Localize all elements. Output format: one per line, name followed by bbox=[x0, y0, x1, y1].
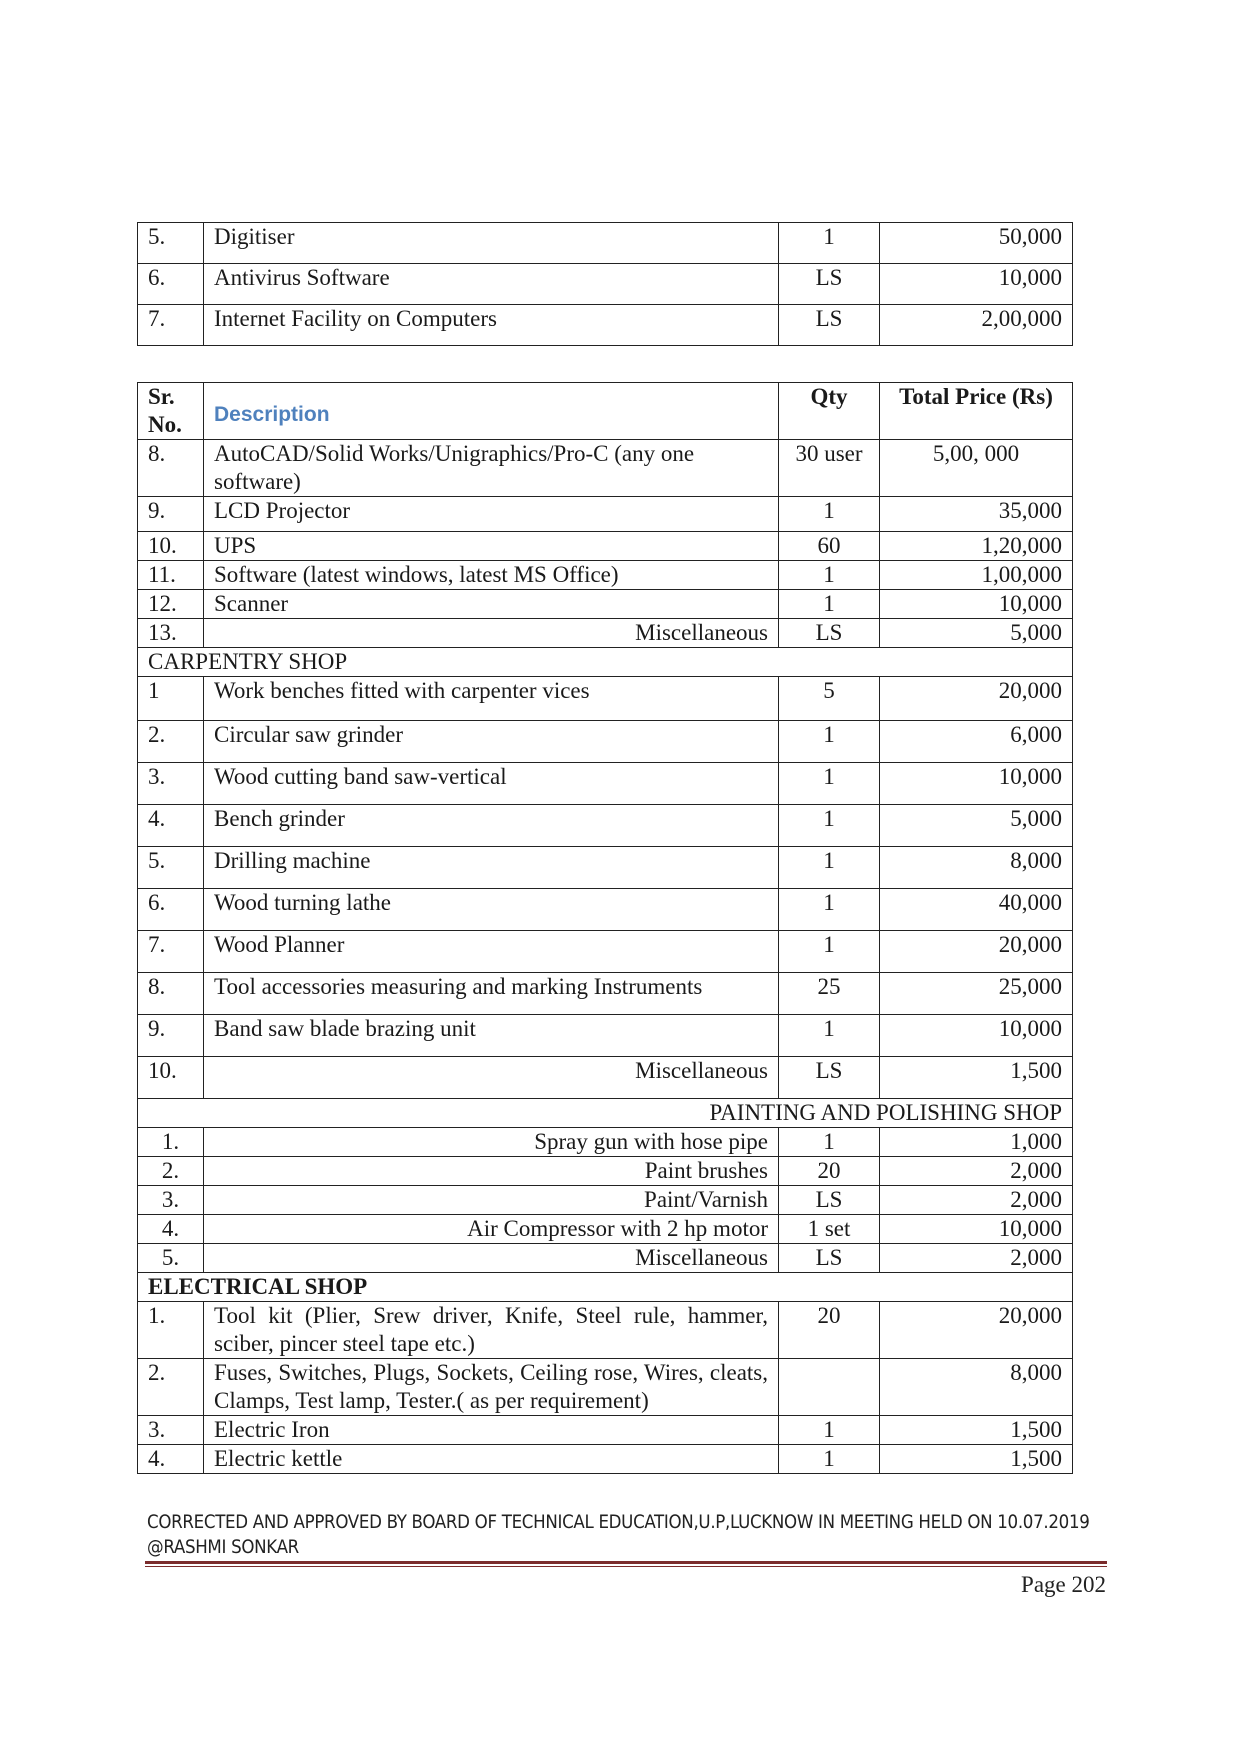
section-title-painting: PAINTING AND POLISHING SHOP bbox=[138, 1099, 1073, 1128]
sr-cell: 5. bbox=[138, 223, 204, 264]
price-cell: 1,00,000 bbox=[880, 561, 1073, 590]
price-cell: 1,500 bbox=[880, 1057, 1073, 1099]
table-row bbox=[138, 561, 1073, 590]
section-title-electrical: ELECTRICAL SHOP bbox=[138, 1273, 1073, 1302]
table-row bbox=[138, 1186, 1073, 1215]
table-row bbox=[138, 1359, 1073, 1416]
price-cell: 1,20,000 bbox=[880, 532, 1073, 561]
table-row bbox=[138, 1015, 1073, 1057]
qty-cell: 1 bbox=[779, 1015, 880, 1057]
description-cell: Drilling machine bbox=[204, 847, 779, 889]
description-cell: AutoCAD/Solid Works/Unigraphics/Pro-C (any one software) bbox=[204, 440, 779, 497]
price-cell: 2,000 bbox=[880, 1157, 1073, 1186]
table-row bbox=[138, 973, 1073, 1015]
qty-cell: LS bbox=[779, 305, 880, 346]
sr-cell: 8. bbox=[138, 440, 204, 497]
sr-cell: 4. bbox=[138, 1445, 204, 1474]
page-number: Page 202 bbox=[1021, 1572, 1106, 1597]
description-cell: Work benches fitted with carpenter vices bbox=[204, 677, 779, 721]
sr-cell: 4. bbox=[138, 1215, 204, 1244]
price-cell: 20,000 bbox=[880, 931, 1073, 973]
sr-cell: 11. bbox=[138, 561, 204, 590]
section-row bbox=[138, 648, 1073, 677]
description-cell: Wood Planner bbox=[204, 931, 779, 973]
section-row bbox=[138, 1099, 1073, 1128]
price-cell: 5,000 bbox=[880, 619, 1073, 648]
sr-cell: 1 bbox=[138, 677, 204, 721]
qty-cell: 60 bbox=[779, 532, 880, 561]
price-cell: 35,000 bbox=[880, 497, 1073, 532]
qty-cell: 1 bbox=[779, 497, 880, 532]
price-cell: 2,00,000 bbox=[880, 305, 1073, 346]
sr-cell: 12. bbox=[138, 590, 204, 619]
sr-cell: 9. bbox=[138, 1015, 204, 1057]
price-cell: 10,000 bbox=[880, 1015, 1073, 1057]
price-cell: 1,500 bbox=[880, 1445, 1073, 1474]
qty-cell: 1 bbox=[779, 805, 880, 847]
qty-cell: 25 bbox=[779, 973, 880, 1015]
price-cell: 50,000 bbox=[880, 223, 1073, 264]
description-cell: Tool kit (Plier, Srew driver, Knife, Steel rule, hammer, sciber, pincer steel tape etc.) bbox=[204, 1302, 779, 1359]
sr-cell: 5. bbox=[138, 1244, 204, 1273]
sr-cell: 7. bbox=[138, 931, 204, 973]
table-row bbox=[138, 440, 1073, 497]
sr-cell: 2. bbox=[138, 1359, 204, 1416]
qty-cell: LS bbox=[779, 1186, 880, 1215]
qty-cell: 1 bbox=[779, 889, 880, 931]
table-header-row bbox=[138, 383, 1073, 440]
description-cell: Paint brushes bbox=[204, 1157, 779, 1186]
qty-cell: 1 bbox=[779, 590, 880, 619]
qty-cell: 1 bbox=[779, 721, 880, 763]
price-cell: 1,000 bbox=[880, 1128, 1073, 1157]
price-cell: 10,000 bbox=[880, 763, 1073, 805]
table-row bbox=[138, 1057, 1073, 1099]
table-row bbox=[138, 264, 1073, 305]
description-cell: Internet Facility on Computers bbox=[204, 305, 779, 346]
description-cell: Band saw blade brazing unit bbox=[204, 1015, 779, 1057]
qty-cell: 30 user bbox=[779, 440, 880, 497]
sr-cell: 7. bbox=[138, 305, 204, 346]
sr-cell: 2. bbox=[138, 1157, 204, 1186]
table-row bbox=[138, 497, 1073, 532]
qty-cell: 1 bbox=[779, 561, 880, 590]
table-row bbox=[138, 1215, 1073, 1244]
table-row bbox=[138, 763, 1073, 805]
price-cell: 25,000 bbox=[880, 973, 1073, 1015]
table-row bbox=[138, 1244, 1073, 1273]
sr-cell: 9. bbox=[138, 497, 204, 532]
qty-cell: LS bbox=[779, 264, 880, 305]
sr-cell: 3. bbox=[138, 1416, 204, 1445]
description-cell: Scanner bbox=[204, 590, 779, 619]
qty-cell: 1 bbox=[779, 1445, 880, 1474]
qty-cell: 1 bbox=[779, 1128, 880, 1157]
sr-cell: 1. bbox=[138, 1302, 204, 1359]
table-row bbox=[138, 677, 1073, 721]
table-row bbox=[138, 847, 1073, 889]
qty-cell bbox=[779, 1359, 880, 1416]
description-cell: Miscellaneous bbox=[204, 1057, 779, 1099]
price-cell: 5,000 bbox=[880, 805, 1073, 847]
table-row bbox=[138, 1157, 1073, 1186]
table-row bbox=[138, 721, 1073, 763]
description-cell: UPS bbox=[204, 532, 779, 561]
qty-cell: 1 bbox=[779, 931, 880, 973]
table-row bbox=[138, 1302, 1073, 1359]
price-cell: 8,000 bbox=[880, 847, 1073, 889]
description-cell: Wood cutting band saw-vertical bbox=[204, 763, 779, 805]
price-cell: 2,000 bbox=[880, 1186, 1073, 1215]
section-row bbox=[138, 1273, 1073, 1302]
qty-cell: 1 bbox=[779, 223, 880, 264]
table-row bbox=[138, 1128, 1073, 1157]
price-cell: 40,000 bbox=[880, 889, 1073, 931]
qty-cell: LS bbox=[779, 1057, 880, 1099]
qty-cell: 1 bbox=[779, 1416, 880, 1445]
table-row bbox=[138, 619, 1073, 648]
price-cell: 20,000 bbox=[880, 1302, 1073, 1359]
table-row bbox=[138, 1445, 1073, 1474]
sr-cell: 2. bbox=[138, 721, 204, 763]
description-cell: Miscellaneous bbox=[204, 1244, 779, 1273]
qty-cell: 20 bbox=[779, 1157, 880, 1186]
table-row bbox=[138, 889, 1073, 931]
footer-divider-thin bbox=[145, 1566, 1107, 1567]
sr-cell: 1. bbox=[138, 1128, 204, 1157]
price-cell: 2,000 bbox=[880, 1244, 1073, 1273]
table-row bbox=[138, 1416, 1073, 1445]
description-cell: Spray gun with hose pipe bbox=[204, 1128, 779, 1157]
header-qty: Qty bbox=[779, 383, 880, 440]
price-cell: 5,00, 000 bbox=[880, 440, 1073, 497]
sr-cell: 13. bbox=[138, 619, 204, 648]
table-row bbox=[138, 805, 1073, 847]
qty-cell: 1 bbox=[779, 763, 880, 805]
qty-cell: 5 bbox=[779, 677, 880, 721]
sr-cell: 10. bbox=[138, 532, 204, 561]
sr-cell: 8. bbox=[138, 973, 204, 1015]
table-row bbox=[138, 532, 1073, 561]
section-title-carpentry: CARPENTRY SHOP bbox=[138, 648, 1073, 677]
sr-cell: 5. bbox=[138, 847, 204, 889]
qty-cell: 1 bbox=[779, 847, 880, 889]
qty-cell: 20 bbox=[779, 1302, 880, 1359]
qty-cell: LS bbox=[779, 1244, 880, 1273]
price-cell: 8,000 bbox=[880, 1359, 1073, 1416]
footer-divider bbox=[145, 1561, 1107, 1564]
description-cell: Electric kettle bbox=[204, 1445, 779, 1474]
description-cell: Digitiser bbox=[204, 223, 779, 264]
sr-cell: 4. bbox=[138, 805, 204, 847]
price-cell: 1,500 bbox=[880, 1416, 1073, 1445]
sr-cell: 6. bbox=[138, 264, 204, 305]
header-sr-no: Sr. No. bbox=[138, 383, 204, 440]
description-cell: Antivirus Software bbox=[204, 264, 779, 305]
qty-cell: 1 set bbox=[779, 1215, 880, 1244]
table-row bbox=[138, 931, 1073, 973]
sr-cell: 6. bbox=[138, 889, 204, 931]
description-cell: Miscellaneous bbox=[204, 619, 779, 648]
header-total-price: Total Price (Rs) bbox=[880, 383, 1073, 440]
equipment-table bbox=[137, 382, 1073, 1474]
sr-cell: 10. bbox=[138, 1057, 204, 1099]
sr-cell: 3. bbox=[138, 1186, 204, 1215]
description-cell: Wood turning lathe bbox=[204, 889, 779, 931]
description-cell: Tool accessories measuring and marking Instruments bbox=[204, 973, 779, 1015]
header-description: Description bbox=[204, 383, 779, 440]
description-cell: Air Compressor with 2 hp motor bbox=[204, 1215, 779, 1244]
sr-cell: 3. bbox=[138, 763, 204, 805]
description-cell: Circular saw grinder bbox=[204, 721, 779, 763]
qty-cell: LS bbox=[779, 619, 880, 648]
description-cell: Software (latest windows, latest MS Office) bbox=[204, 561, 779, 590]
description-cell: Paint/Varnish bbox=[204, 1186, 779, 1215]
description-cell: Electric Iron bbox=[204, 1416, 779, 1445]
description-cell: LCD Projector bbox=[204, 497, 779, 532]
table-row bbox=[138, 305, 1073, 346]
footer-approval-note: CORRECTED AND APPROVED BY BOARD OF TECHNICAL EDUCATION,U.P,LUCKNOW IN MEETING HELD ON 10.07.2019 @RASHMI SONKAR bbox=[147, 1512, 1090, 1558]
table-row bbox=[138, 590, 1073, 619]
price-cell: 10,000 bbox=[880, 590, 1073, 619]
price-cell: 20,000 bbox=[880, 677, 1073, 721]
equipment-table-continued bbox=[137, 222, 1073, 346]
description-cell: Fuses, Switches, Plugs, Sockets, Ceiling rose, Wires, cleats, Clamps, Test lamp, Tester.( as per requirement) bbox=[204, 1359, 779, 1416]
table-row bbox=[138, 223, 1073, 264]
price-cell: 6,000 bbox=[880, 721, 1073, 763]
price-cell: 10,000 bbox=[880, 264, 1073, 305]
price-cell: 10,000 bbox=[880, 1215, 1073, 1244]
description-cell: Bench grinder bbox=[204, 805, 779, 847]
